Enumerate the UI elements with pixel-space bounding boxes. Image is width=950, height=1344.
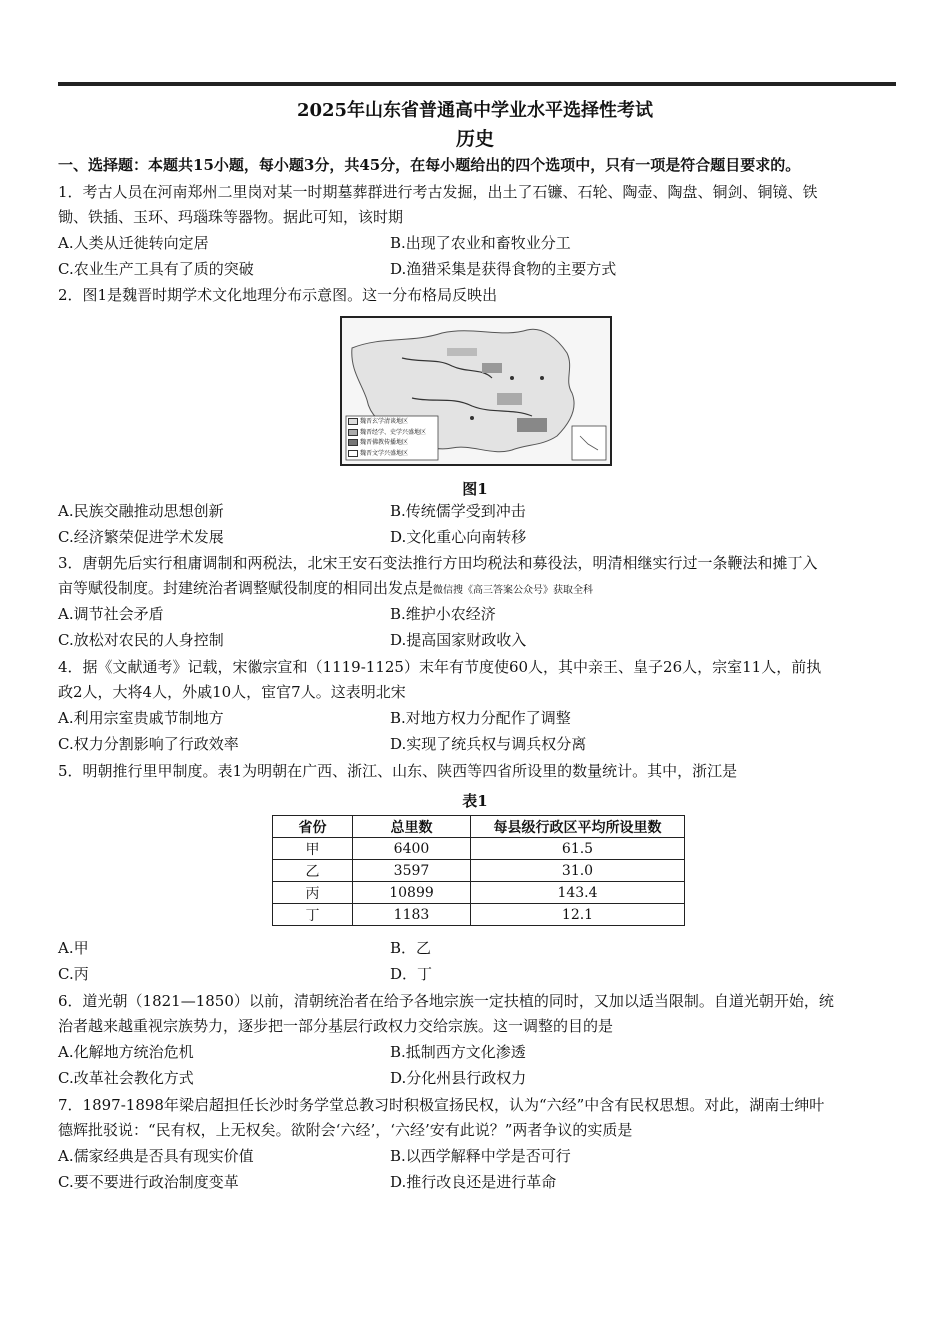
q3-option-c: C.放松对农民的人身控制 xyxy=(58,631,224,649)
q2-option-a: A.民族交融推动思想创新 xyxy=(58,502,224,520)
q7-option-a: A.儒家经典是否具有现实价值 xyxy=(58,1147,254,1165)
table-header-row xyxy=(273,816,685,838)
q6-option-c: C.改革社会教化方式 xyxy=(58,1069,194,1087)
q6-option-d: D.分化州县行政权力 xyxy=(390,1069,527,1087)
q5-option-b: B．乙 xyxy=(390,939,432,957)
legend-swatch xyxy=(348,418,358,425)
figure-1-caption: 图1 xyxy=(462,480,488,498)
q3-option-b: B.维护小农经济 xyxy=(390,605,496,623)
subject-title: 历史 xyxy=(455,128,494,150)
figure-1-map xyxy=(340,316,612,466)
table-header-cell: 省份 xyxy=(273,816,353,838)
table-row xyxy=(273,838,685,860)
table-header-cell: 每县级行政区平均所设里数 xyxy=(471,816,685,838)
q3-stem-line2-wrapper xyxy=(58,576,896,603)
table-1-caption: 表1 xyxy=(462,792,488,810)
legend-swatch xyxy=(348,450,358,457)
q1-stem-line2: 锄、铁插、玉环、玛瑙珠等器物。据此可知，该时期 xyxy=(58,208,404,226)
q1-option-b: B.出现了农业和畜牧业分工 xyxy=(390,234,571,252)
q2-option-b: B.传统儒学受到冲击 xyxy=(390,502,526,520)
table-cell: 1183 xyxy=(353,904,471,926)
q4-option-c: C.权力分割影响了行政效率 xyxy=(58,735,239,753)
q4-option-d: D.实现了统兵权与调兵权分离 xyxy=(390,735,587,753)
map-legend xyxy=(348,417,438,459)
table-1 xyxy=(272,815,685,926)
q2-option-c: C.经济繁荣促进学术发展 xyxy=(58,528,224,546)
q4-option-b: B.对地方权力分配作了调整 xyxy=(390,709,571,727)
table-cell: 丁 xyxy=(273,904,353,926)
table-row xyxy=(273,860,685,882)
q1-option-d: D.渔猎采集是获得食物的主要方式 xyxy=(390,260,617,278)
q7-option-d: D.推行改良还是进行革命 xyxy=(390,1173,557,1191)
top-rule xyxy=(58,82,896,86)
q3-stem-line2: 亩等赋役制度。封建统治者调整赋役制度的相同出发点是 xyxy=(58,579,434,597)
q6-option-a: A.化解地方统治危机 xyxy=(58,1043,194,1061)
q1-option-a: A.人类从迁徙转向定居 xyxy=(58,234,209,252)
legend-item: 魏晋经学、史学兴盛地区 xyxy=(348,428,438,439)
table-cell: 12.1 xyxy=(471,904,685,926)
q5-option-d: D．丁 xyxy=(390,965,433,983)
exam-title: 2025年山东省普通高中学业水平选择性考试 xyxy=(296,100,654,121)
section-heading: 一、选择题：本题共15小题，每小题3分，共45分，在每小题给出的四个选项中，只有一项是符合题目要求的。 xyxy=(58,156,801,174)
table-cell: 31.0 xyxy=(471,860,685,882)
q5-option-a: A.甲 xyxy=(58,939,89,957)
table-header-cell: 总里数 xyxy=(353,816,471,838)
q5-stem: 5．明朝推行里甲制度。表1为明朝在广西、浙江、山东、陕西等四省所设里的数量统计。其中，浙江是 xyxy=(58,762,738,780)
table-cell: 3597 xyxy=(353,860,471,882)
q7-stem-line1: 7．1897-1898年梁启超担任长沙时务学堂总教习时积极宣扬民权，认为“六经”中含有民权思想。对此，湖南士绅叶 xyxy=(58,1096,825,1114)
q2-stem: 2．图1是魏晋时期学术文化地理分布示意图。这一分布格局反映出 xyxy=(58,286,498,304)
table-cell: 甲 xyxy=(273,838,353,860)
q3-watermark: 微信搜《高三答案公众号》获取全科 xyxy=(433,585,594,596)
q7-option-b: B.以西学解释中学是否可行 xyxy=(390,1147,571,1165)
q6-stem-line1: 6．道光朝（1821—1850）以前，清朝统治者在给予各地宗族一定扶植的同时，又加以适当限制。自道光朝开始，统 xyxy=(58,992,834,1010)
table-cell: 丙 xyxy=(273,882,353,904)
table-cell: 10899 xyxy=(353,882,471,904)
q6-option-b: B.抵制西方文化渗透 xyxy=(390,1043,526,1061)
q4-stem-line1: 4．据《文献通考》记载，宋徽宗宣和（1119-1125）末年有节度使60人，其中亲王、皇子26人，宗室11人，前执 xyxy=(58,658,822,676)
q5-option-c: C.丙 xyxy=(58,965,89,983)
q7-stem-line2: 德辉批驳说：“民有权，上无权矣。欲附会‘六经’，‘六经’安有此说？”两者争议的实质是 xyxy=(58,1121,633,1139)
legend-item: 魏晋玄学清谈地区 xyxy=(348,417,438,428)
q3-option-d: D.提高国家财政收入 xyxy=(390,631,527,649)
legend-item: 魏晋佛教传播地区 xyxy=(348,438,438,449)
q1-option-c: C.农业生产工具有了质的突破 xyxy=(58,260,254,278)
q6-stem-line2: 治者越来越重视宗族势力，逐步把一部分基层行政权力交给宗族。这一调整的目的是 xyxy=(58,1017,614,1035)
q4-option-a: A.利用宗室贵戚节制地方 xyxy=(58,709,224,727)
table-cell: 6400 xyxy=(353,838,471,860)
q3-option-a: A.调节社会矛盾 xyxy=(58,605,164,623)
legend-item: 魏晋文学兴盛地区 xyxy=(348,449,438,460)
q1-stem-line1: 1．考古人员在河南郑州二里岗对某一时期墓葬群进行考古发掘，出土了石镰、石轮、陶壶、陶盘、铜剑、铜镜、铁 xyxy=(58,183,818,201)
table-cell: 乙 xyxy=(273,860,353,882)
table-row xyxy=(273,904,685,926)
table-row xyxy=(273,882,685,904)
q3-stem-line1: 3．唐朝先后实行租庸调制和两税法，北宋王安石变法推行方田均税法和募役法，明清相继实行过一条鞭法和摊丁入 xyxy=(58,554,818,572)
q7-option-c: C.要不要进行政治制度变革 xyxy=(58,1173,239,1191)
table-cell: 143.4 xyxy=(471,882,685,904)
q4-stem-line2: 政2人，大将4人，外戚10人，宦官7人。这表明北宋 xyxy=(58,683,406,701)
table-cell: 61.5 xyxy=(471,838,685,860)
legend-swatch xyxy=(348,439,358,446)
q2-option-d: D.文化重心向南转移 xyxy=(390,528,527,546)
legend-swatch xyxy=(348,429,358,436)
